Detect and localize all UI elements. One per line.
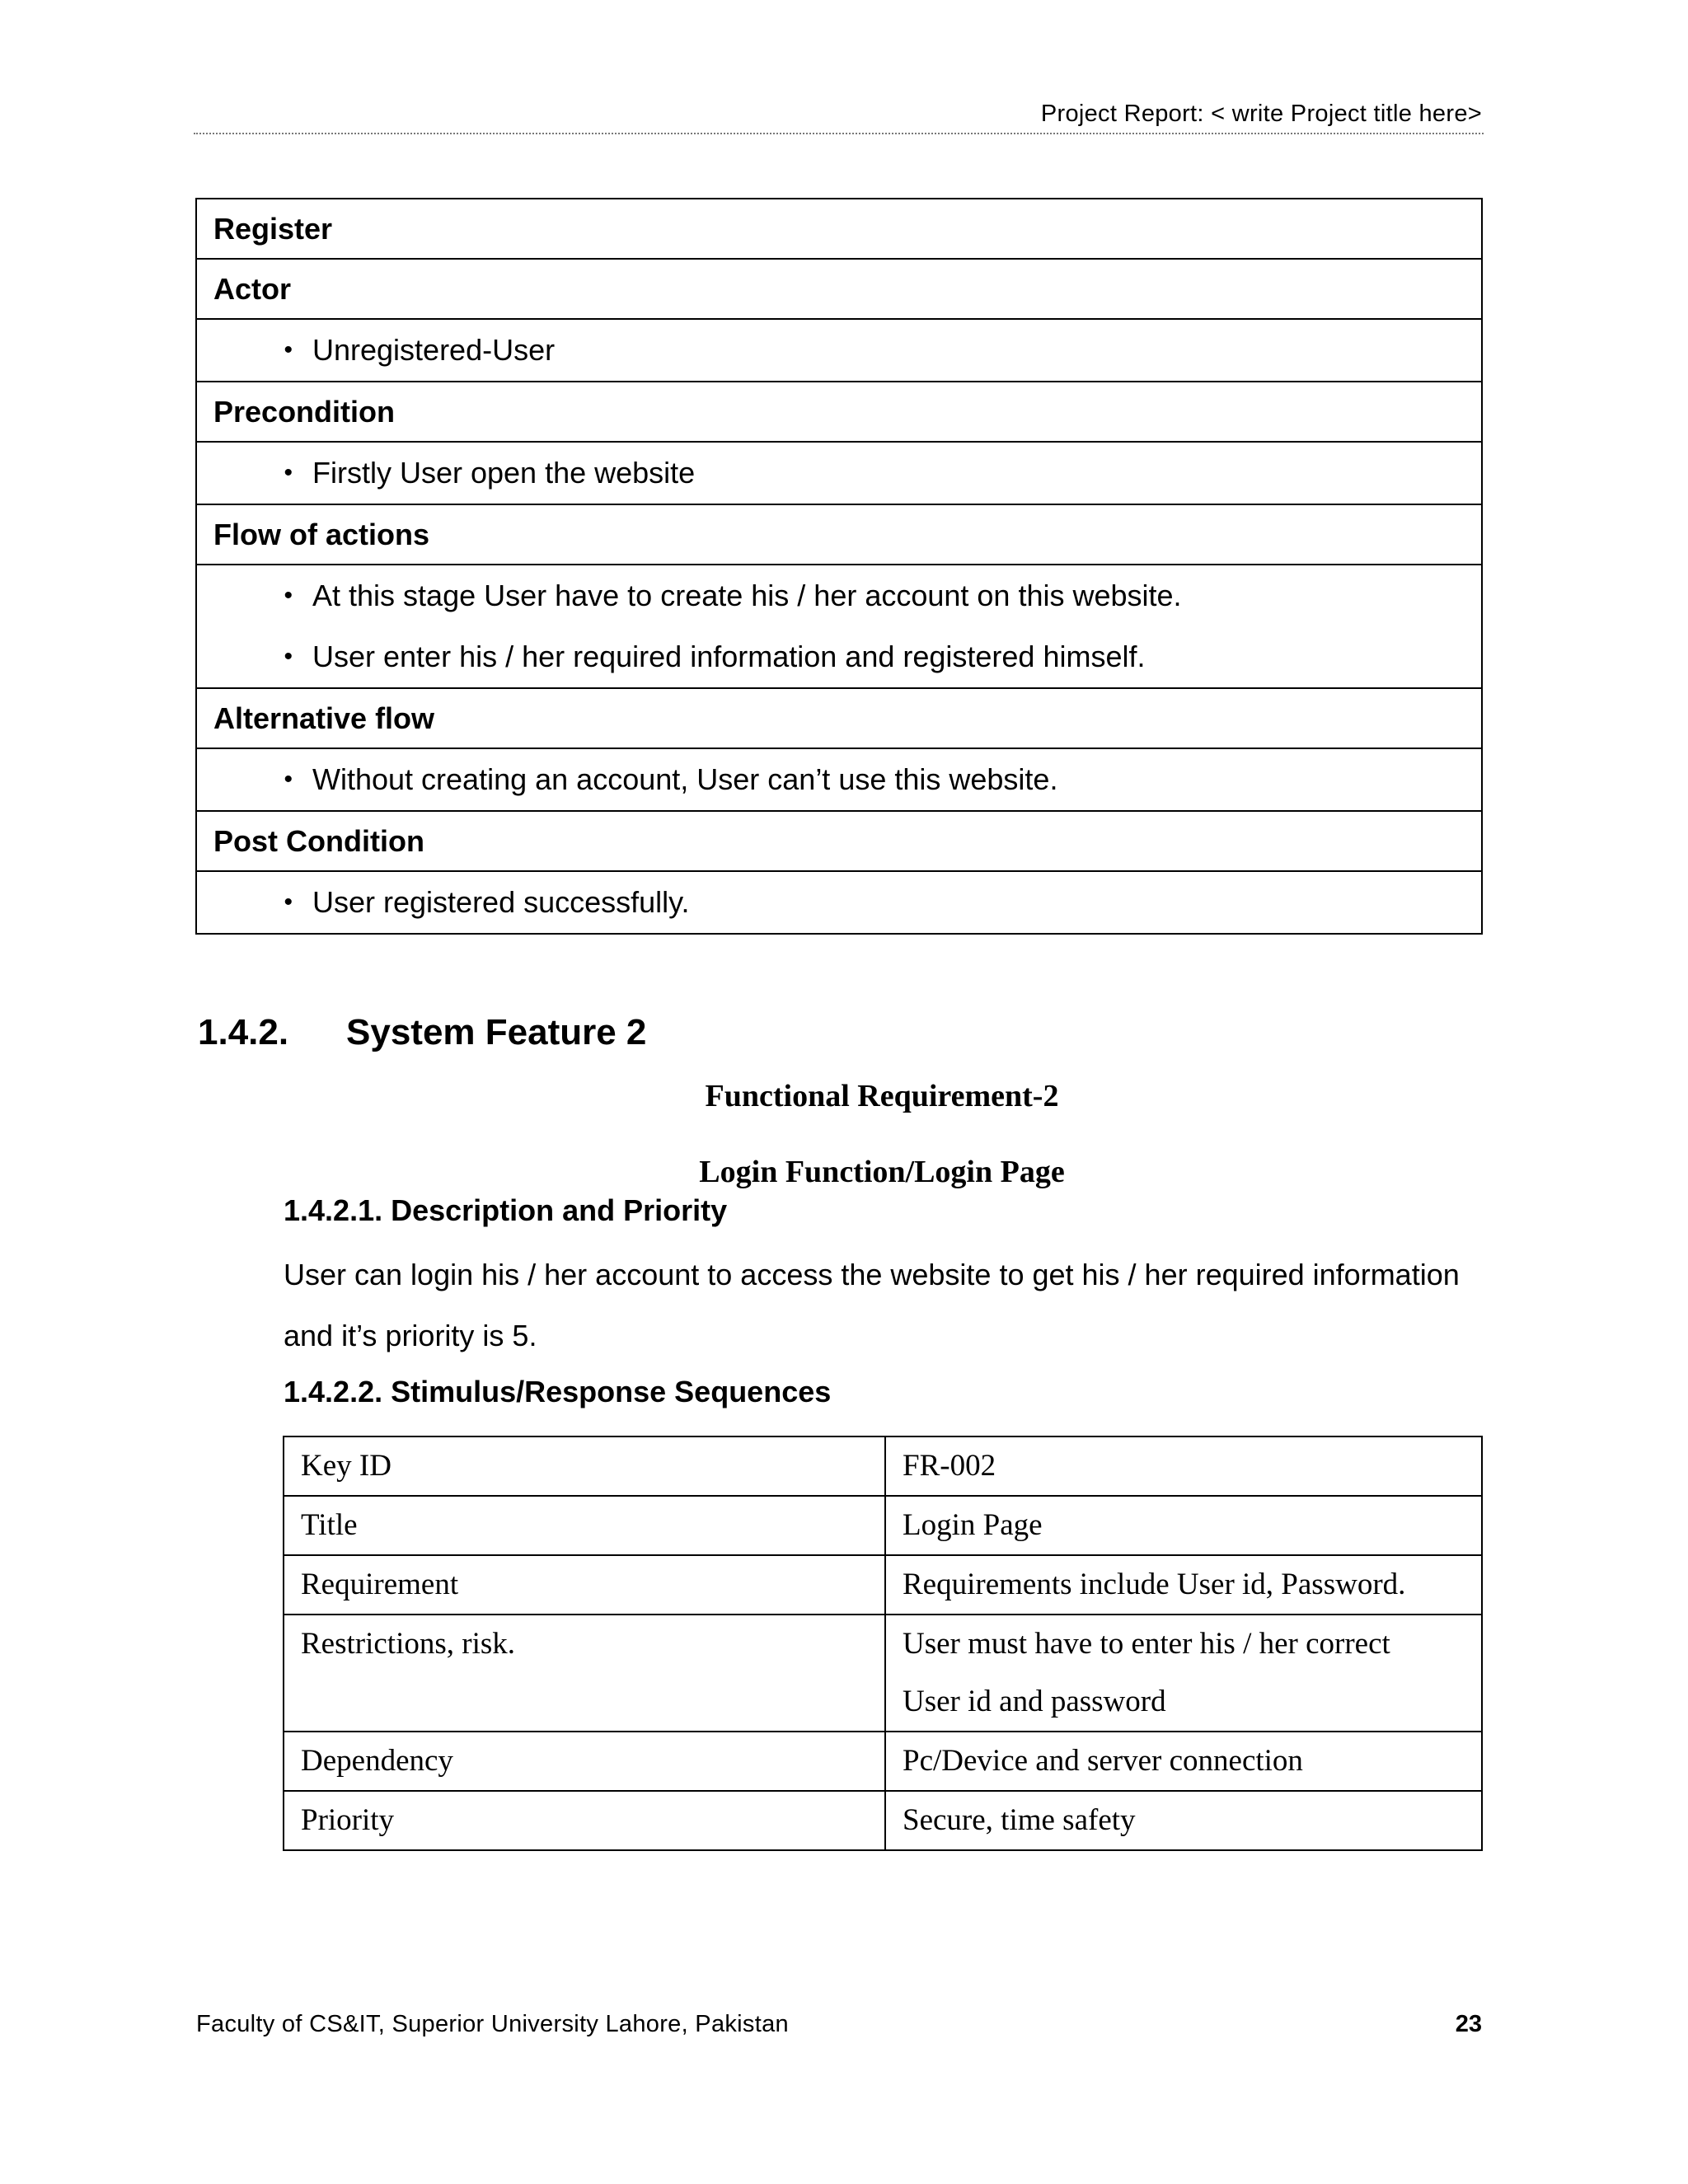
table-row	[284, 1791, 1482, 1850]
dependency-value: Pc/Device and server connection	[885, 1732, 1482, 1791]
dependency-label: Dependency	[284, 1732, 885, 1791]
title-value: Login Page	[885, 1496, 1482, 1555]
requirement-table	[283, 1436, 1483, 1851]
page-header: Project Report: < write Project title here>	[1040, 101, 1482, 127]
actor-cell	[196, 319, 1482, 382]
actor-value: Unregistered-User	[312, 333, 556, 367]
requirement-value: Requirements include User id, Password.	[885, 1555, 1482, 1615]
list-item	[213, 626, 1481, 687]
restrictions-cell	[885, 1615, 1482, 1732]
stimulus-heading: 1.4.2.2. Stimulus/Response Sequences	[284, 1375, 832, 1408]
section-number: 1.4.2.	[198, 1012, 289, 1052]
post-condition-cell	[196, 871, 1482, 934]
alt-flow-value: Without creating an account, User can’t use this website.	[312, 762, 1058, 796]
header-rule	[194, 133, 1484, 134]
page-number: 23	[1455, 2011, 1482, 2037]
list-item	[213, 565, 1481, 626]
bullet-icon: •	[284, 336, 293, 363]
priority-label: Priority	[284, 1791, 885, 1850]
precondition-value: Firstly User open the website	[312, 456, 696, 490]
table-row	[284, 1496, 1482, 1555]
priority-value: Secure, time safety	[885, 1791, 1482, 1850]
precondition-label: Precondition	[196, 382, 1482, 442]
table-row	[284, 1615, 1482, 1732]
title-label: Title	[284, 1496, 885, 1555]
alt-flow-label: Alternative flow	[196, 688, 1482, 748]
section-title: System Feature 2	[346, 1012, 647, 1052]
requirement-label: Requirement	[284, 1555, 885, 1615]
use-case-table	[195, 198, 1483, 935]
description-line-2: and it’s priority is 5.	[284, 1319, 537, 1352]
table-row	[284, 1555, 1482, 1615]
section-heading	[198, 1012, 646, 1053]
bullet-icon: •	[284, 459, 293, 486]
key-id-label: Key ID	[284, 1436, 885, 1496]
functional-requirement-subtitle: Login Function/Login Page	[699, 1155, 1065, 1189]
flow-step-2: User enter his / her required information and registered himself.	[312, 640, 1146, 673]
bullet-icon: •	[284, 643, 293, 670]
bullet-icon: •	[284, 766, 293, 793]
bullet-icon: •	[284, 582, 293, 609]
list-item	[213, 749, 1481, 810]
key-id-value: FR-002	[885, 1436, 1482, 1496]
description-heading: 1.4.2.1. Description and Priority	[284, 1193, 728, 1227]
table-row	[284, 1436, 1482, 1496]
list-item	[213, 443, 1481, 504]
list-item	[213, 872, 1481, 933]
post-condition-value: User registered successfully.	[312, 885, 690, 919]
list-item	[213, 320, 1481, 381]
alt-flow-cell	[196, 748, 1482, 811]
actor-label: Actor	[196, 259, 1482, 319]
restrictions-value-line-1: User must have to enter his / her correct	[903, 1627, 1390, 1661]
table-row	[284, 1732, 1482, 1791]
page-footer: Faculty of CS&IT, Superior University Lahore, Pakistan	[196, 2011, 789, 2037]
restrictions-value-line-2: User id and password	[903, 1685, 1166, 1718]
flow-cell	[196, 565, 1482, 688]
register-heading: Register	[196, 199, 1482, 259]
restrictions-label: Restrictions, risk.	[284, 1615, 885, 1732]
flow-label: Flow of actions	[196, 504, 1482, 565]
bullet-icon: •	[284, 888, 293, 916]
description-line-1: User can login his / her account to access the website to get his / her required information	[284, 1258, 1460, 1291]
flow-step-1: At this stage User have to create his / her account on this website.	[312, 579, 1182, 612]
post-condition-label: Post Condition	[196, 811, 1482, 871]
precondition-cell	[196, 442, 1482, 504]
functional-requirement-title: Functional Requirement-2	[705, 1079, 1059, 1113]
